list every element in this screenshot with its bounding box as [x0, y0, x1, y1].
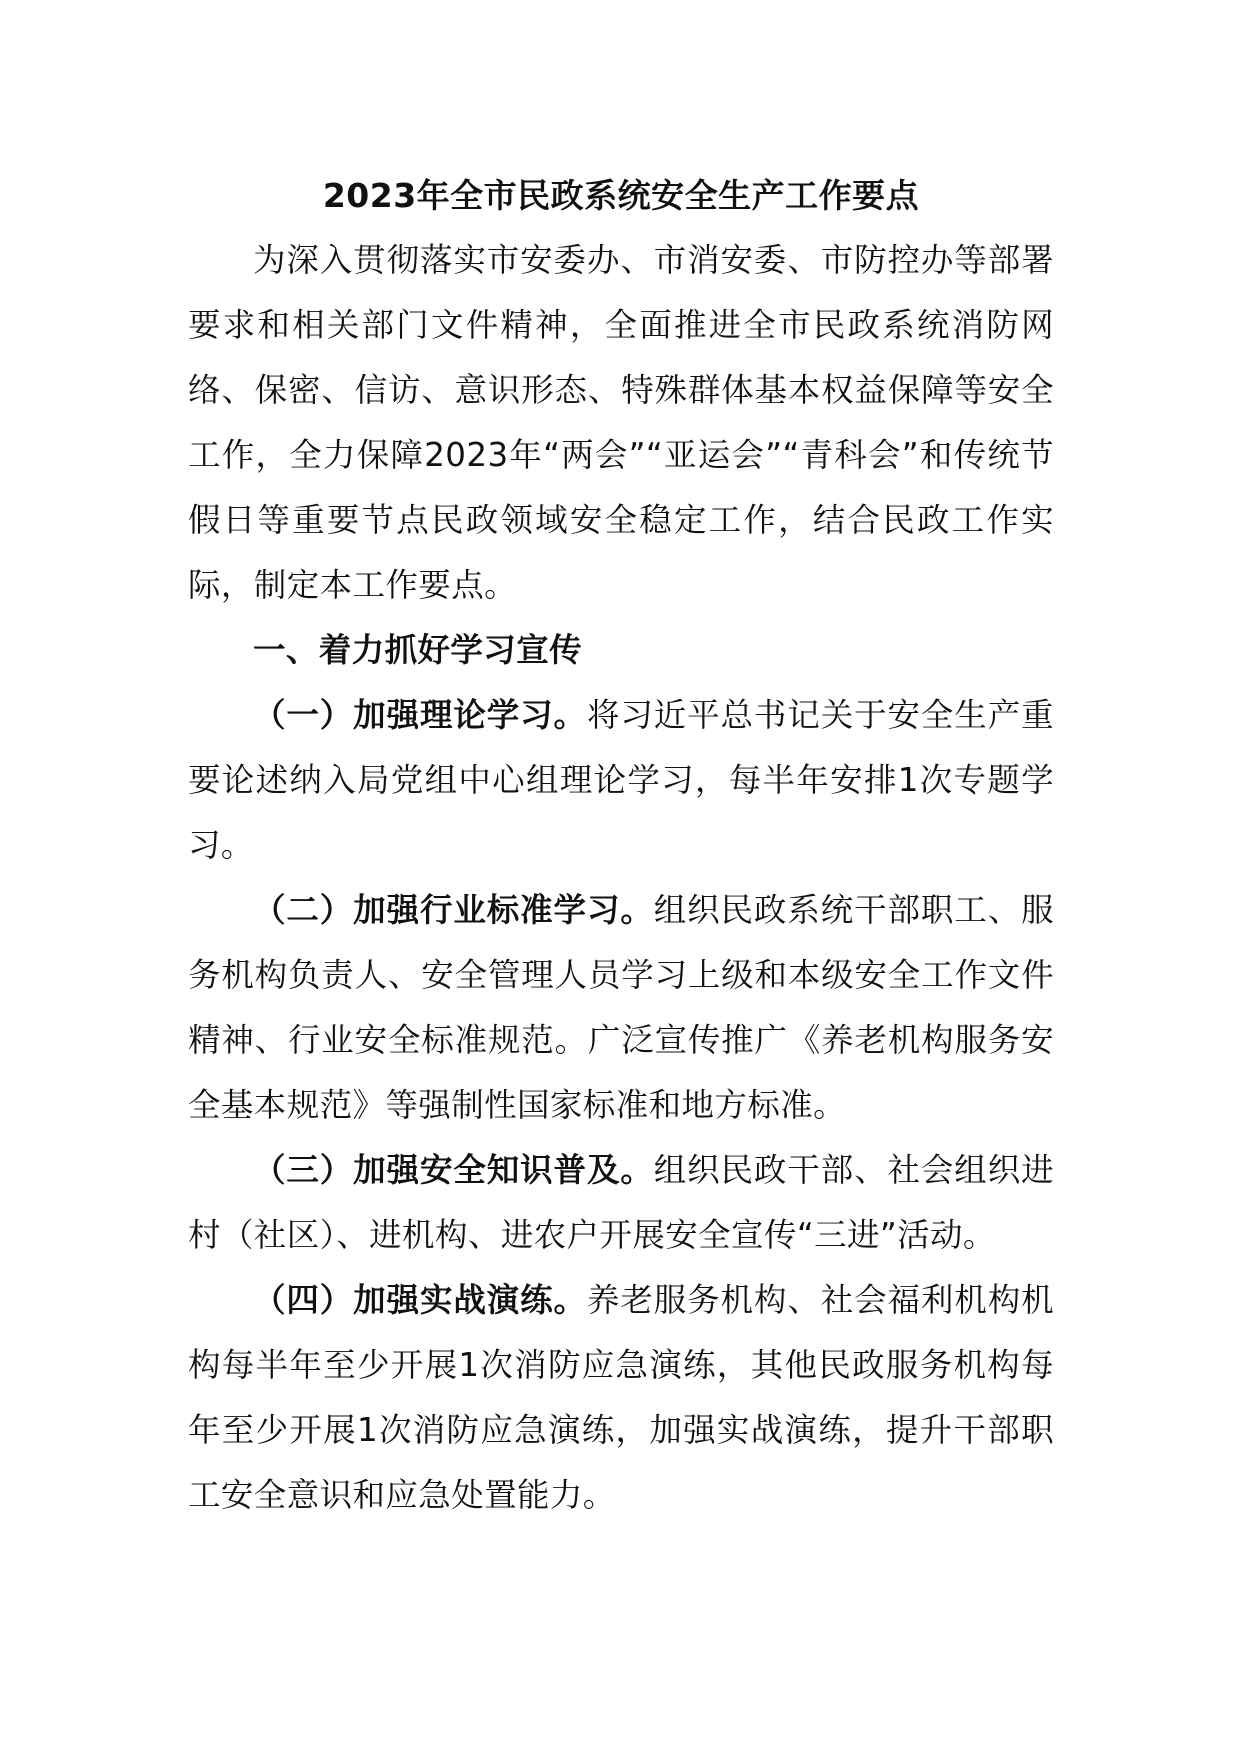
item-lead: （一）加强理论学习。 [253, 696, 587, 734]
document-body [188, 168, 1054, 1528]
item-text: 将习近平总书记关于安全生产重要论述纳入局党组中心组理论学习，每半年安排1次专题学习。 [188, 696, 1054, 864]
item-text: 组织民政干部、社会组织进村（社区）、进机构、进农户开展安全宣传“三进”活动。 [188, 1151, 1054, 1254]
section-heading: 一、着力抓好学习宣传 [253, 631, 583, 669]
item-lead: （四）加强实战演练。 [253, 1281, 587, 1319]
document-title: 2023年全市民政系统安全生产工作要点 [322, 176, 920, 215]
item-paragraph-3 [188, 1138, 1054, 1268]
item-lead: （二）加强行业标准学习。 [253, 891, 654, 929]
item-paragraph-4 [188, 1268, 1054, 1528]
item-text: 养老服务机构、社会福利机构机构每半年至少开展1次消防应急演练，其他民政服务机构每年至少开展1次消防应急演练，加强实战演练，提升干部职工安全意识和应急处置能力。 [188, 1281, 1054, 1514]
item-lead: （三）加强安全知识普及。 [253, 1151, 654, 1189]
item-text: 组织民政系统干部职工、服务机构负责人、安全管理人员学习上级和本级安全工作文件精神、行业安全标准规范。广泛宣传推广《养老机构服务安全基本规范》等强制性国家标准和地方标准。 [188, 891, 1054, 1124]
item-paragraph-2 [188, 878, 1054, 1138]
item-paragraph-1 [188, 683, 1054, 878]
intro-paragraph: 为深入贯彻落实市安委办、市消安委、市防控办等部署要求和相关部门文件精神，全面推进全市民政系统消防网络、保密、信访、意识形态、特殊群体基本权益保障等安全工作，全力保障2023年“两会”“亚运会”“青科会”和传统节假日等重要节点民政领域安全稳定工作，结合民政工作实际，制定本工作要点。 [188, 241, 1054, 604]
